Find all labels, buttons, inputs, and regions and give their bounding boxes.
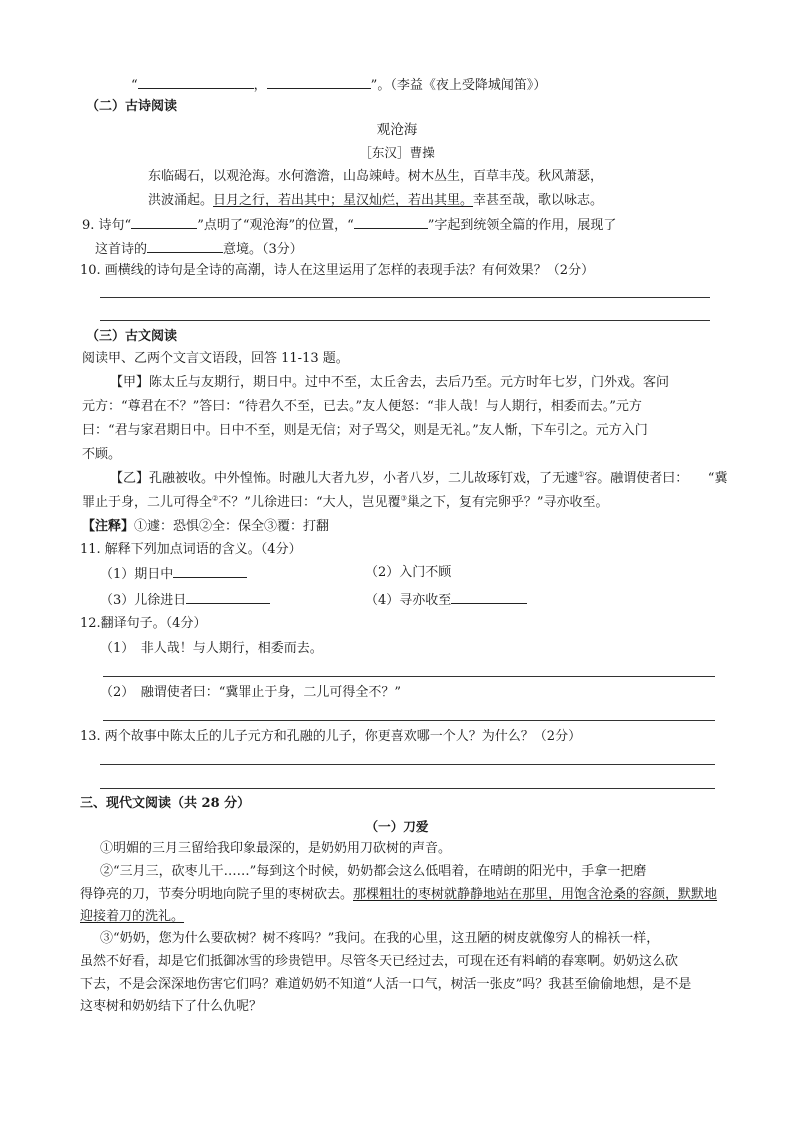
q-text: 意境。（3分） (223, 242, 303, 257)
poem-text: 洪波涌起。 (148, 193, 214, 208)
section-heading-classical: （三）古文阅读 (86, 329, 178, 344)
question-11: 11. 解释下列加点词语的含义。（4分） (80, 542, 302, 557)
quote-close: ”。 (370, 78, 391, 93)
question-9-cont (95, 239, 303, 259)
paragraph-1: ①明媚的三月三留给我印象最深的，是奶奶用刀砍树的声音。 (100, 841, 452, 856)
passage-jia-line: 曰：“君与家君期日中。日中不至，则是无信；对子骂父，则是无礼。”友人惭，下车引之。元方入门 (82, 423, 648, 438)
q12-sentence-1: （1） 非人哉！与人期行，相委而去。 (100, 641, 323, 656)
passage-text: 【乙】孔融被收。中外惶怖。时融儿大者九岁，小者八岁，二儿故琢钉戏，了无遽 (110, 471, 579, 486)
answer-line[interactable] (100, 764, 715, 765)
notes-text: ①遽：恐惧②全：保全③覆：打翻 (134, 519, 330, 534)
q-text: （1）期日中 (100, 567, 174, 582)
quote-source: （李益《夜上受降城闻笛》） (390, 78, 547, 93)
passage-yi-line (110, 470, 727, 488)
paragraph-2-line (80, 908, 184, 926)
answer-blank[interactable] (131, 215, 197, 229)
para-underlined-text: 迎接着刀的洗礼。 (80, 909, 185, 924)
notes-label: 【注释】 (82, 519, 135, 534)
answer-blank[interactable] (267, 75, 371, 89)
q12-sentence-2: （2） 融谓使者曰：“冀罪止于身，二儿可得全不？” (100, 685, 402, 700)
paragraph-3-line: 下去，不是会深深地伤害它们吗？难道奶奶不知道“人活一口气，树活一张皮”吗？我甚至偷偷地想，是不是 (80, 977, 692, 992)
q-text: ”字起到统领全篇的作用，展现了 (427, 218, 617, 233)
q-text: 这首诗的 (95, 242, 148, 257)
para-text: 得铮亮的刀，节奏分明地向院子里的枣树砍去。 (80, 887, 354, 902)
answer-blank[interactable] (138, 75, 254, 89)
answer-line[interactable] (100, 320, 710, 321)
poem-author: ［东汉］曹操 (359, 145, 435, 160)
passage-text: 不？”儿徐进曰：“大人，岂见覆 (218, 495, 401, 510)
paragraph-2-line (80, 886, 717, 904)
paragraph-2-line: ②“三月三，砍枣儿干……”每到这个时候，奶奶都会这么低唱着，在晴朗的阳光中，手拿一把磨 (100, 864, 647, 879)
answer-blank[interactable] (354, 215, 428, 229)
passage-text: 巢之下，复有完卵乎？”寻亦收至。 (406, 495, 609, 510)
note-marker: ① (578, 470, 585, 479)
note-marker: ② (212, 494, 219, 503)
q-text: ”点明了“观沧海”的位置，“ (197, 218, 354, 233)
paragraph-3-line: 这枣树和奶奶结下了什么仇呢？ (80, 999, 263, 1014)
answer-blank[interactable] (186, 590, 270, 604)
q11-item-1 (100, 564, 247, 584)
q11-item-3 (100, 590, 270, 610)
q-text: （4）寻亦收至 (365, 593, 452, 608)
passage-jia-line: 元方：“尊君在不？”答曰：“待君久不至，已去。”友人便怒：“非人哉！与人期行，相委而去。”元方 (82, 399, 642, 414)
article-title: （一）刀爱 (365, 819, 429, 834)
question-10: 10. 画横线的诗句是全诗的高潮，诗人在这里运用了怎样的表现手法？有何效果？（2分） (80, 263, 595, 278)
quote-open: “ (131, 78, 138, 93)
q-text: （3）儿徐进日 (100, 593, 187, 608)
q11-item-4 (365, 590, 527, 610)
note-marker: ③ (400, 494, 407, 503)
poem-line (148, 192, 603, 210)
passage-jia-line: 【甲】陈太丘与友期行，期日中。过中不至，太丘舍去，去后乃至。元方时年七岁，门外戏。客问 (110, 375, 670, 390)
answer-line[interactable] (103, 676, 715, 677)
answer-line[interactable] (100, 788, 715, 789)
para-underlined-text: 那棵粗壮的枣树就静静地站在那里，用饱含沧桑的容颜，默默地 (353, 887, 718, 902)
section-heading-modern: 三、现代文阅读（共 28 分） (80, 796, 251, 811)
paragraph-3-line: 虽然不好看，却是它们抵御冰雪的珍贵铠甲。尽管冬天已经过去，可现在还有料峭的春寒啊。奶奶这么砍 (80, 954, 679, 969)
question-9 (82, 215, 616, 235)
passage-jia-line: 不顾。 (82, 447, 122, 462)
answer-line[interactable] (100, 297, 710, 298)
quote-sep: ， (253, 78, 267, 93)
passage-yi-line (82, 494, 609, 512)
paragraph-3-line: ③“奶奶，您为什么要砍树？树不疼吗？”我问。在我的心里，这丑陋的树皮就像穷人的棉袄一样， (100, 931, 660, 946)
poem-line: 东临碣石，以观沧海。水何澹澹，山岛竦峙。树木丛生，百草丰茂。秋风萧瑟， (148, 169, 604, 184)
q11-item-2: （2）入门不顾 (365, 565, 452, 580)
section-heading-poetry: （二）古诗阅读 (86, 99, 178, 114)
top-quote-line (131, 75, 546, 95)
answer-blank[interactable] (173, 564, 247, 578)
notes (82, 518, 329, 536)
classical-intro: 阅读甲、乙两个文言文语段，回答 11-13 题。 (82, 351, 349, 366)
passage-text: 容。融谓使者曰： “冀 (584, 471, 728, 486)
poem-text: 幸甚至哉，歌以咏志。 (473, 193, 604, 208)
question-13: 13. 两个故事中陈太丘的儿子元方和孔融的儿子，你更喜欢哪一个人？为什么？（2分） (80, 729, 582, 744)
poem-title: 观沧海 (376, 122, 418, 138)
answer-blank[interactable] (451, 590, 527, 604)
answer-blank[interactable] (147, 239, 223, 253)
passage-text: 罪止于身，二儿可得全 (82, 495, 213, 510)
q-text: 9. 诗句“ (82, 218, 132, 233)
answer-line[interactable] (103, 720, 715, 721)
poem-underlined-text: 日月之行，若出其中；星汉灿烂，若出其里。 (213, 193, 474, 208)
question-12: 12.翻译句子。（4分） (80, 616, 207, 631)
